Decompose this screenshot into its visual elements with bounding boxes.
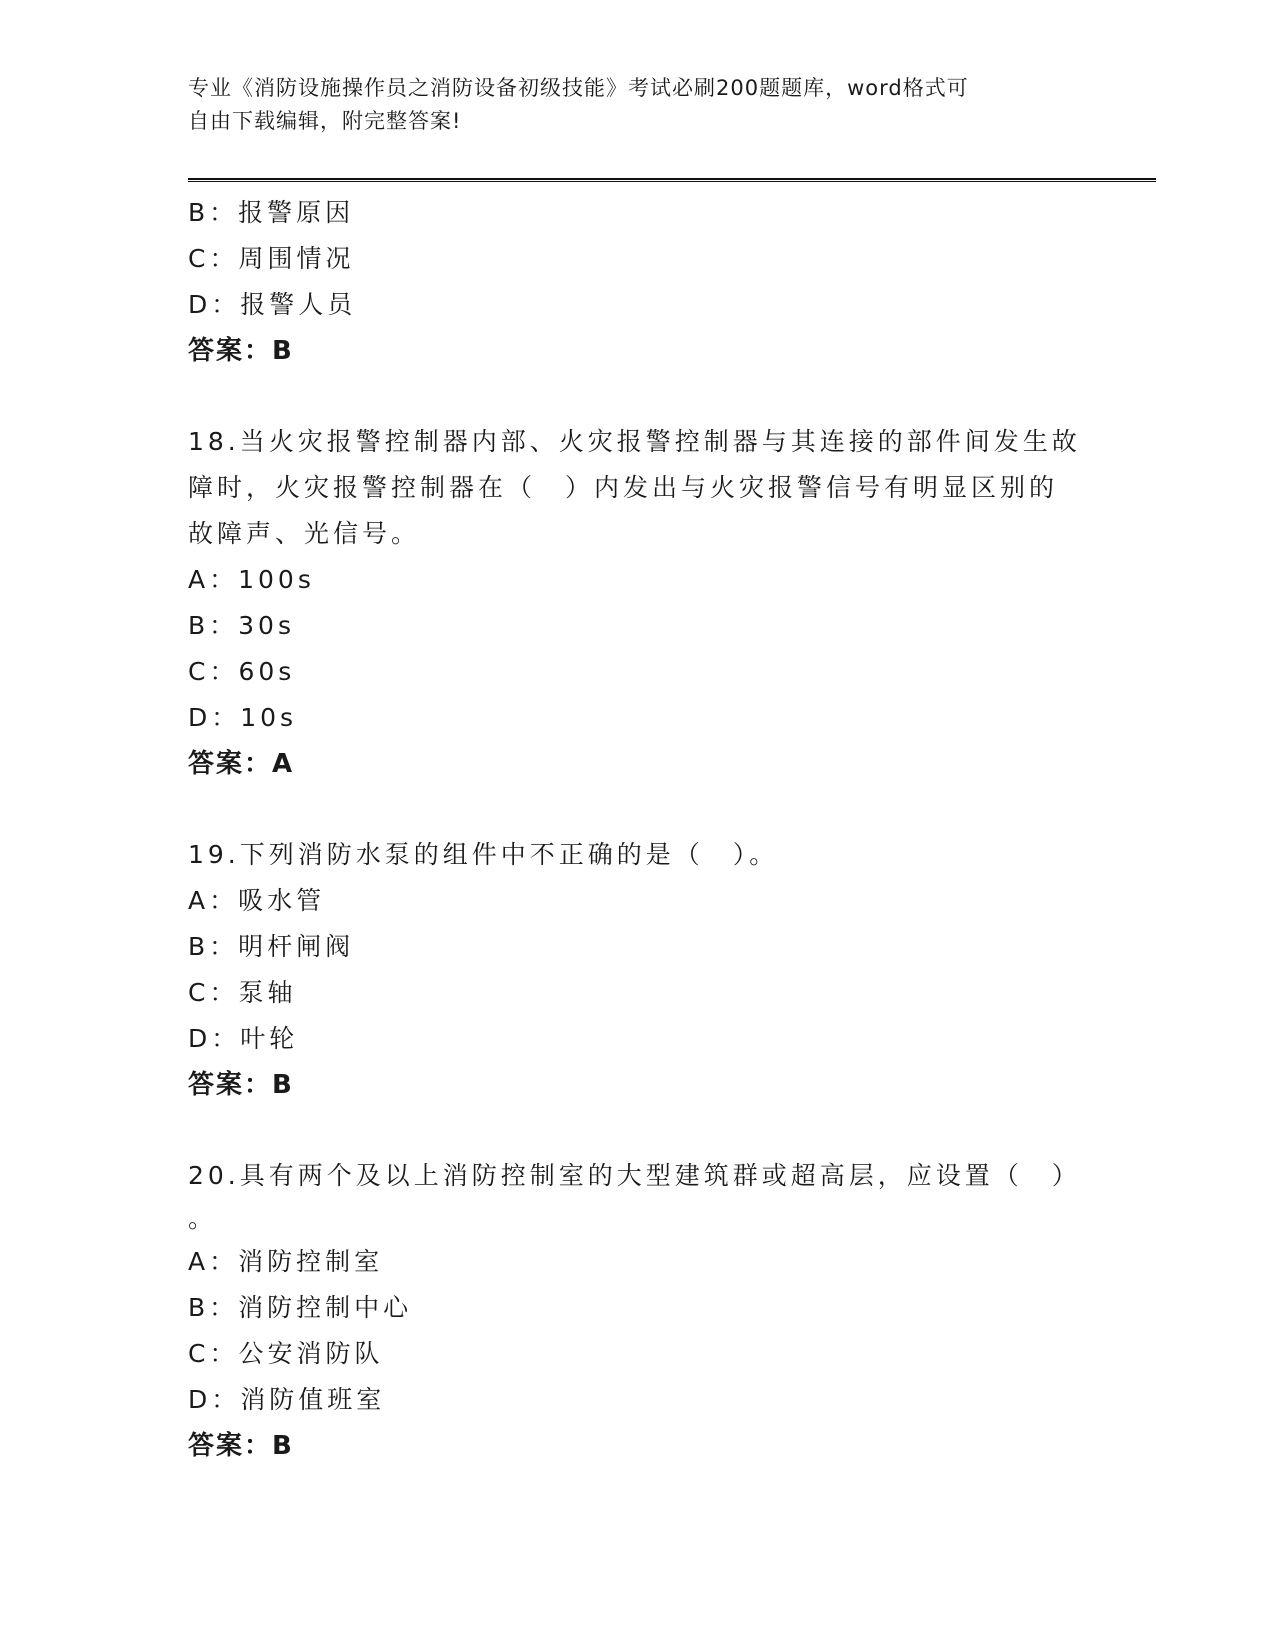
question-18 xyxy=(188,419,1088,787)
question-text-line: 。 xyxy=(188,1204,218,1233)
option-d: D：消防值班室 xyxy=(188,1385,386,1414)
option-c: C：周围情况 xyxy=(188,244,355,273)
header-divider xyxy=(188,178,1156,182)
question-text-line: 19.下列消防水泵的组件中不正确的是（ ）。 xyxy=(188,840,779,869)
option-d: D：10s xyxy=(188,703,298,732)
answer-label: 答案：B xyxy=(188,1070,294,1100)
question-text-line: 障时，火灾报警控制器在（ ）内发出与火灾报警信号有明显区别的 xyxy=(188,473,1059,502)
option-b: B：报警原因 xyxy=(188,198,355,227)
question-text-line: 20.具有两个及以上消防控制室的大型建筑群或超高层，应设置（ ） xyxy=(188,1161,1081,1190)
option-b: B：消防控制中心 xyxy=(188,1293,413,1322)
question-text-line: 故障声、光信号。 xyxy=(188,519,421,548)
option-c: C：泵轴 xyxy=(188,978,297,1007)
question-text-line: 18.当火灾报警控制器内部、火灾报警控制器与其连接的部件间发生故 xyxy=(188,427,1081,456)
option-c: C：公安消防队 xyxy=(188,1339,384,1368)
question-20 xyxy=(188,1153,1088,1469)
option-b: B：30s xyxy=(188,611,295,640)
option-b: B：明杆闸阀 xyxy=(188,932,355,961)
header-title-line-1: 专业《消防设施操作员之消防设备初级技能》考试必刷200题题库，word格式可 xyxy=(188,76,969,100)
option-c: C：60s xyxy=(188,657,296,686)
question-list xyxy=(188,190,1088,1469)
option-d: D：叶轮 xyxy=(188,1024,299,1053)
option-a: A：100s xyxy=(188,565,315,594)
page-header xyxy=(188,72,1068,138)
question-17-continued xyxy=(188,190,1088,374)
option-a: A：吸水管 xyxy=(188,886,326,915)
question-19 xyxy=(188,832,1088,1108)
option-d: D：报警人员 xyxy=(188,290,357,319)
header-title-line-2: 自由下载编辑，附完整答案! xyxy=(188,109,462,133)
answer-label: 答案：B xyxy=(188,1431,294,1461)
answer-label: 答案：A xyxy=(188,749,295,779)
answer-label: 答案：B xyxy=(188,336,294,366)
option-a: A：消防控制室 xyxy=(188,1247,384,1276)
